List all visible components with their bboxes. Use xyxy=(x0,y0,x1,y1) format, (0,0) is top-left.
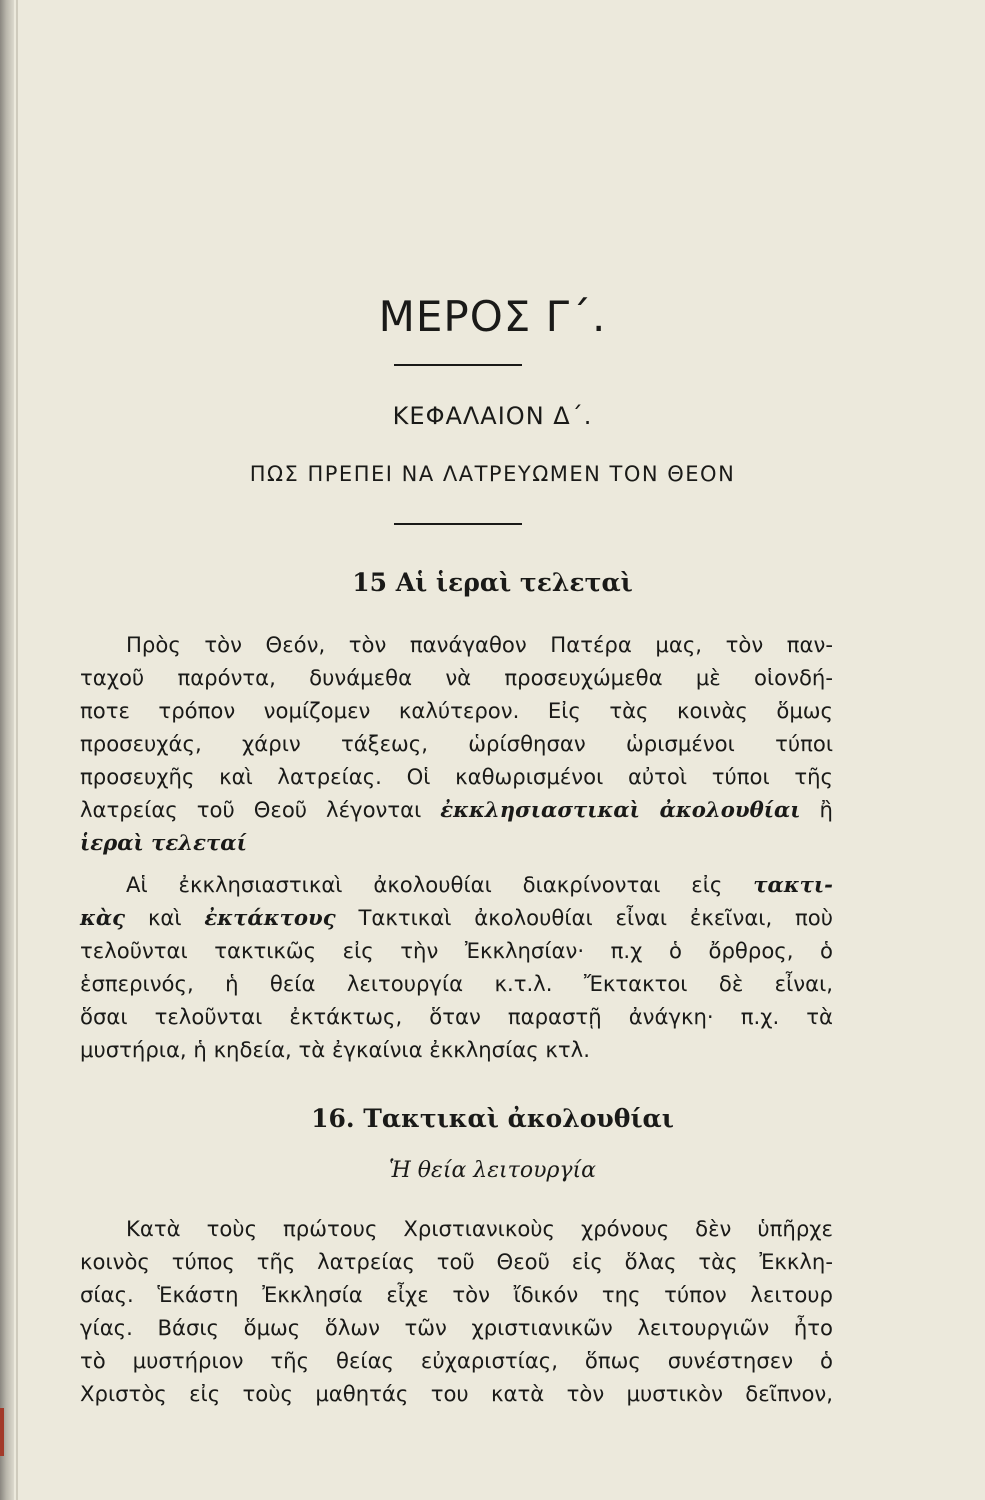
text-segment: καὶ xyxy=(147,905,182,930)
text-line: μυστήρια, ἡ κηδεία, τὰ ἐγκαίνια ἐκκλησίας κτλ. xyxy=(80,1037,590,1062)
text-line: ὅσαι τελοῦνται ἐκτάκτως, ὅταν παραστῇ ἀνάγκη· π.χ. τὰ xyxy=(80,1004,833,1029)
part-title: ΜΕΡΟΣ Γ΄. xyxy=(378,292,607,341)
text-line xyxy=(80,793,833,826)
section-15-paragraph-1 xyxy=(80,628,833,859)
chapter-subtitle: ΠΩΣ ΠΡΕΠΕΙ ΝΑ ΛΑΤΡΕΥΩΜΕΝ ΤΟΝ ΘΕΟΝ xyxy=(249,462,736,486)
text-line xyxy=(80,901,833,934)
text-line: τὸ μυστήριον τῆς θείας εὐχαριστίας, ὅπως συνέστησεν ὁ xyxy=(80,1348,833,1373)
emphasized-term: τακτι- xyxy=(753,872,833,897)
text-line: κοινὸς τύπος τῆς λατρείας τοῦ Θεοῦ εἰς ὅλας τὰς Ἐκκλη- xyxy=(80,1249,833,1274)
text-line: ταχοῦ παρόντα, δυνάμεθα νὰ προσευχώμεθα μὲ οἱονδή- xyxy=(80,665,833,690)
text-segment: ἢ xyxy=(819,797,833,822)
emphasized-term: ἐκτάκτους xyxy=(204,905,336,930)
text-line: ἑσπερινός, ἡ θεία λειτουργία κ.τ.λ. Ἔκτακτοι δὲ εἶναι, xyxy=(80,971,833,996)
emphasized-term: κὰς xyxy=(80,905,126,930)
section-16-heading: 16. Τακτικαὶ ἀκολουθίαι xyxy=(311,1104,674,1133)
emphasized-term: ἱεραὶ τελεταί xyxy=(80,830,247,855)
text-line: Κατὰ τοὺς πρώτους Χριστιανικοὺς χρόνους δὲν ὑπῆρχε xyxy=(126,1216,833,1241)
section-16-subheading: Ἡ θεία λειτουργία xyxy=(388,1158,597,1183)
text-line: προσευχῆς καὶ λατρείας. Οἱ καθωρισμένοι αὐτοὶ τύποι τῆς xyxy=(80,764,833,789)
title-rule-top xyxy=(394,364,522,366)
section-16-paragraph xyxy=(80,1212,833,1410)
text-line: σίας. Ἑκάστη Ἐκκλησία εἶχε τὸν ἴδικόν της τύπον λειτουρ xyxy=(80,1282,833,1307)
text-line: προσευχάς, χάριν τάξεως, ὡρίσθησαν ὡρισμένοι τύποι xyxy=(80,731,833,756)
section-15-paragraph-2 xyxy=(80,868,833,1066)
text-line: τελοῦνται τακτικῶς εἰς τὴν Ἐκκλησίαν· π.χ ὁ ὄρθρος, ὁ xyxy=(80,938,833,963)
title-rule-bottom xyxy=(394,523,522,525)
text-line: Χριστὸς εἰς τοὺς μαθητάς του κατὰ τὸν μυστικὸν δεῖπνον, xyxy=(80,1381,833,1406)
text-segment: Αἱ ἐκκλησιαστικαὶ ἀκολουθίαι διακρίνονται εἰς xyxy=(126,872,723,897)
text-line: Πρὸς τὸν Θεόν, τὸν πανάγαθον Πατέρα μας, τὸν παν- xyxy=(126,632,833,657)
text-line xyxy=(80,826,833,859)
text-line: γίας. Βάσις ὅμως ὅλων τῶν χριστιανικῶν λειτουργιῶν ἦτο xyxy=(80,1315,833,1340)
section-15-heading: 15 Αἱ ἱεραὶ τελεταὶ xyxy=(352,568,633,597)
chapter-title: ΚΕΦΑΛΑΙΟΝ Δ΄. xyxy=(392,402,593,430)
text-segment: λατρείας τοῦ Θεοῦ λέγονται xyxy=(80,797,422,822)
text-segment: Τακτικαὶ ἀκολουθίαι εἶναι ἐκεῖναι, ποὺ xyxy=(358,905,833,930)
text-line xyxy=(80,868,833,901)
text-line: ποτε τρόπον νομίζομεν καλύτερον. Εἰς τὰς κοινὰς ὅμως xyxy=(80,698,833,723)
emphasized-term: ἐκκλησιαστικαὶ ἀκολουθίαι xyxy=(440,797,801,822)
